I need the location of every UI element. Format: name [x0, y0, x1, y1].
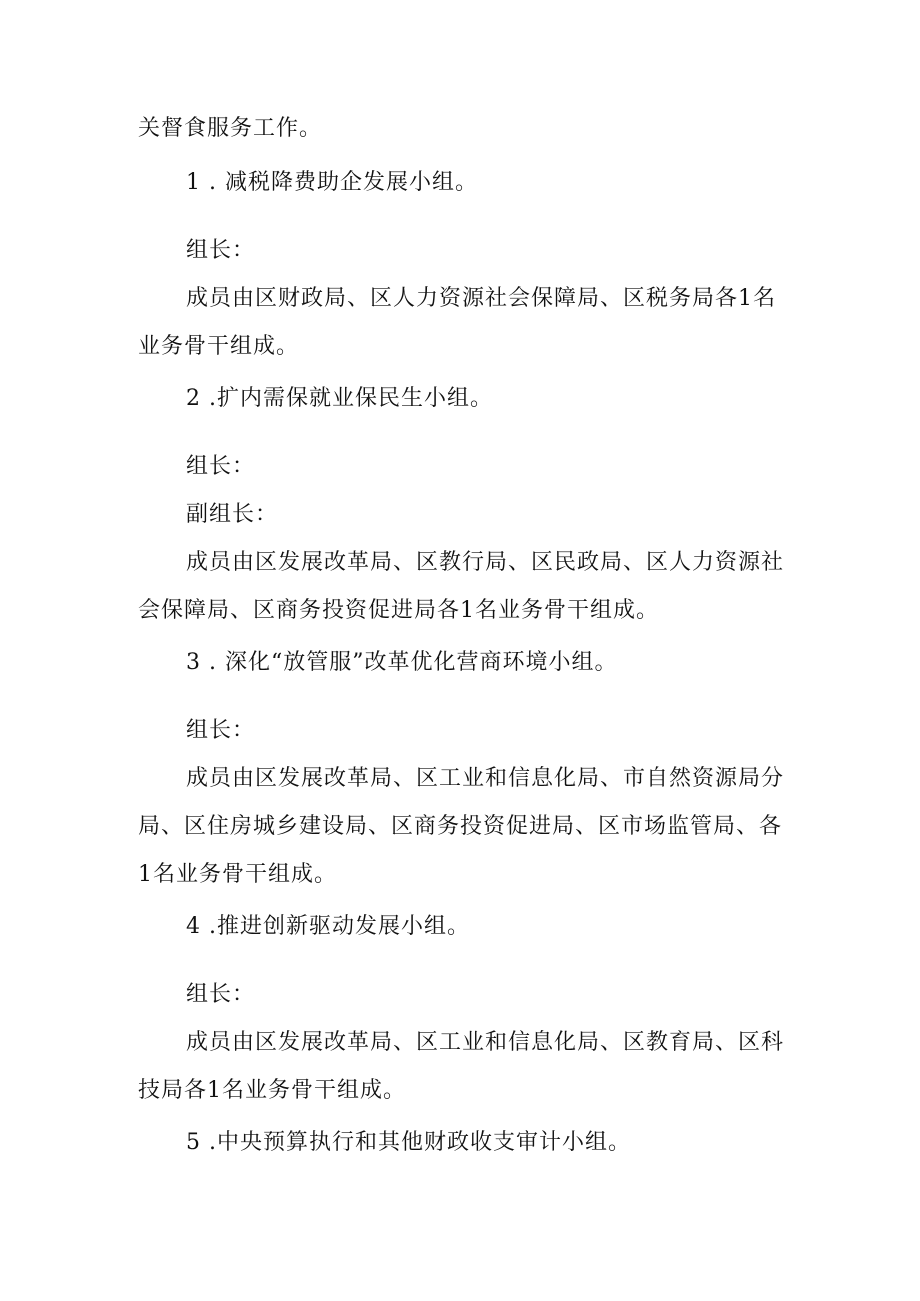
members-paragraph-line: 会保障局、区商务投资促进局各1名业务骨干组成。	[138, 598, 659, 623]
members-paragraph-line: 局、区住房城乡建设局、区商务投资促进局、区市场监管局、各	[138, 814, 783, 839]
members-paragraph-line: 成员由区发展改革局、区工业和信息化局、市自然资源局分	[186, 766, 785, 791]
group-leader-label: 组长：	[186, 238, 256, 263]
section-heading-1: 1 . 减税降费助企发展小组。	[186, 170, 478, 195]
section-heading-5: 5 .中央预算执行和其他财政收支审计小组。	[186, 1130, 631, 1155]
members-paragraph-line: 成员由区发展改革局、区工业和信息化局、区教育局、区科	[186, 1030, 785, 1055]
section-heading-2: 2 .扩内需保就业保民生小组。	[186, 386, 493, 411]
members-paragraph-line: 技局各1名业务骨干组成。	[138, 1078, 406, 1103]
text-line-continuation: 关督食服务工作。	[138, 116, 323, 141]
deputy-leader-label: 副组长：	[186, 502, 279, 527]
group-leader-label: 组长：	[186, 454, 256, 479]
section-heading-4: 4 .推进创新驱动发展小组。	[186, 914, 470, 939]
members-paragraph-line: 成员由区财政局、区人力资源社会保障局、区税务局各1名	[186, 286, 776, 311]
section-heading-3: 3 . 深化“放管服”改革优化营商环境小组。	[186, 650, 618, 675]
group-leader-label: 组长：	[186, 718, 256, 743]
members-paragraph-line: 成员由区发展改革局、区教行局、区民政局、区人力资源社	[186, 550, 785, 575]
group-leader-label: 组长：	[186, 982, 256, 1007]
members-paragraph-line: 1名业务骨干组成。	[138, 862, 337, 887]
members-paragraph-line: 业务骨干组成。	[138, 334, 300, 359]
